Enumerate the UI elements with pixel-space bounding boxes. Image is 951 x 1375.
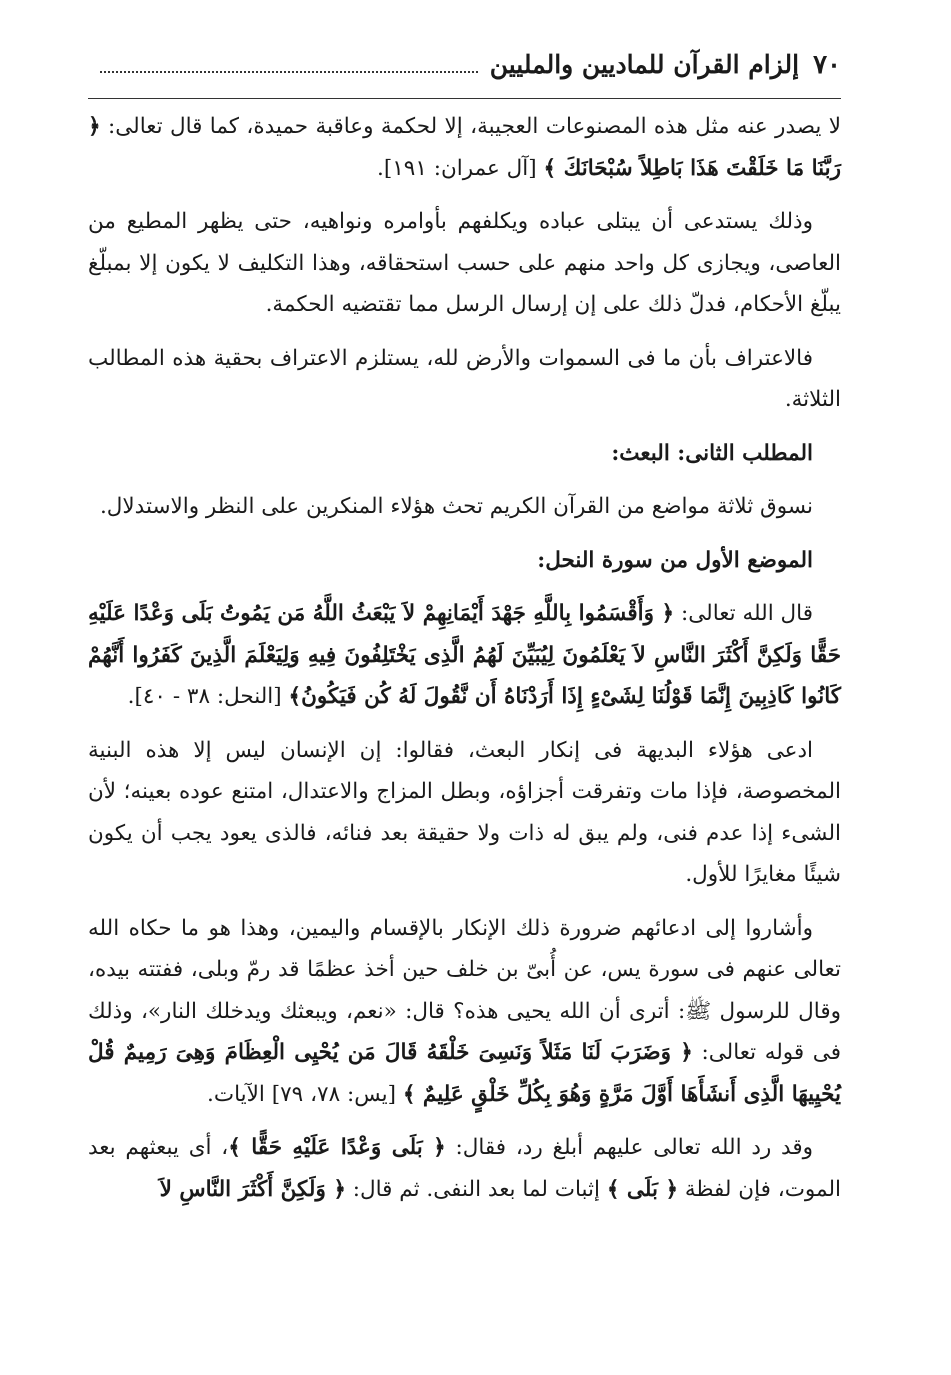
paragraph-4: نسوق ثلاثة مواضع من القرآن الكريم تحث هؤلاء المنكرين على النظر والاستدلال. [99,494,813,519]
paragraph-1: لا يصدر عنه مثل هذه المصنوعات العجيبة، إلا لحكمة وعاقبة حميدة، كما قال تعالى: ﴿ رَبَّنَا مَا خَلَقْتَ هَذَا بَاطِلاً سُبْحَانَكَ ﴾ [آل عمران: ١٩١]. [88,114,841,181]
verse-reference: [النحل: ٣٨ - ٤٠]. [127,684,289,709]
quran-open-bracket: ﴿ [661,601,675,626]
header-rule [88,98,841,99]
page-header [88,50,841,80]
verse-reference: [يس: ٧٨، ٧٩] الآيات. [207,1081,403,1107]
verse-reference: [آل عمران: ١٩١]. [376,155,544,181]
quran-word: بَلَى [619,1176,666,1202]
quran-close-bracket: ﴾ [228,1135,241,1160]
running-title: إلزام القرآن للماديين والمليين [489,50,800,79]
paragraph-7: وأشاروا إلى ادعائهم ضرورة ذلك الإنكار بالإقسام واليمين، وهذا هو ما حكاه الله تعالى عنهم فى سورة يس، عن أُبىّ بن خلف حين أخذ عظمًا قد رمّ وبلى، ففتته بيده، وقال للرسول ﷺ: أترى أن الله يحيى هذه؟ قال: «نعم، ويبعثك ويدخلك النار»، وذلك فى قوله تعالى: ﴿ وَضَرَبَ لَنَا مَثَلاً وَنَسِىَ خَلْقَهُ قَالَ مَن يُحْيِى الْعِظَامَ وَهِىَ رَمِيمٌ قُلْ يُحْيِيهَا الَّذِى أَنشَأَهَا أَوَّلَ مَرَّةٍ وَهُوَ بِكُلِّ خَلْقٍ عَلِيمٌ ﴾ [يس: ٧٨، ٧٩] الآيات. [88,915,841,1107]
leader-dots [100,57,478,73]
quran-close-bracket: ﴾ [543,155,557,181]
quran-verse: بَلَى وَعْدًا عَلَيْهِ حَقًّا [240,1135,434,1160]
quran-verse: رَبَّنَا مَا خَلَقْتَ هَذَا بَاطِلاً سُبْحَانَكَ [556,155,841,181]
quran-verse: وَأَقْسَمُوا بِاللَّهِ جَهْدَ أَيْمَانِهِمْ لاَ يَبْعَثُ اللَّهُ مَن يَمُوتُ بَلَى وَعْدًا عَلَيْهِ حَقًّا وَلَكِنَّ أَكْثَرَ النَّاسِ لاَ يَعْلَمُونَ لِيُبَيِّنَ لَهُمُ الَّذِى يَخْتَلِفُونَ فِيهِ وَلِيَعْلَمَ الَّذِينَ كَفَرُوا أَنَّهُمْ كَانُوا كَاذِبِينَ إِنَّمَا قَوْلُنَا لِشَىْءٍ إِذَا أَرَدْنَاهُ أَن نَّقُولَ لَهُ كُن فَيَكُونُ [88,601,841,709]
subheading-surat-al-nahl: الموضع الأول من سورة النحل: [537,547,813,573]
section-heading-resurrection: المطلب الثانى: البعث: [611,440,813,466]
quran-close-bracket: ﴾ [606,1176,620,1202]
quran-open-bracket: ﴿ [665,1176,679,1202]
quran-open-bracket: ﴿ [433,1135,446,1160]
quran-open-bracket: ﴿ [88,114,101,139]
paragraph-3: فالاعتراف بأن ما فى السموات والأرض لله، يستلزم الاعتراف بحقية هذه المطالب الثلاثة. [88,345,841,412]
quran-close-bracket: ﴾ [402,1081,416,1107]
paragraph-2: وذلك يستدعى أن يبتلى عباده ويكلفهم بأوامره ونواهيه، حتى يظهر المطيع من العاصى، ويجازى كل واحد منهم على حسب استحقاقه، وهذا التكليف لا يكون إلا بمبلّغ يبلّغ الأحكام، فدلّ ذلك على إن إرسال الرسل مما تقتضيه الحكمة. [88,209,841,317]
paragraph-8: وقد رد الله تعالى عليهم أبلغ رد، فقال: ﴿ بَلَى وَعْدًا عَلَيْهِ حَقًّا ﴾، أى يبعثهم بعد الموت، فإن لفظة ﴿ بَلَى ﴾ إثبات لما بعد النفى. ثم قال: ﴿ وَلَكِنَّ أَكْثَرَ النَّاسِ لاَ [88,1135,841,1202]
quran-open-bracket: ﴿ [333,1176,346,1202]
paragraph-5: قال الله تعالى: ﴿ وَأَقْسَمُوا بِاللَّهِ جَهْدَ أَيْمَانِهِمْ لاَ يَبْعَثُ اللَّهُ مَن يَمُوتُ بَلَى وَعْدًا عَلَيْهِ حَقًّا وَلَكِنَّ أَكْثَرَ النَّاسِ لاَ يَعْلَمُونَ لِيُبَيِّنَ لَهُمُ الَّذِى يَخْتَلِفُونَ فِيهِ وَلِيَعْلَمَ الَّذِينَ كَفَرُوا أَنَّهُمْ كَانُوا كَاذِبِينَ إِنَّمَا قَوْلُنَا لِشَىْءٍ إِذَا أَرَدْنَاهُ أَن نَّقُولَ لَهُ كُن فَيَكُونُ﴾ [النحل: ٣٨ - ٤٠]. [88,601,841,709]
page-number: ٧٠ [813,50,841,80]
page-body [88,106,841,1210]
quran-close-bracket: ﴾ [288,684,302,709]
quran-verse: وَضَرَبَ لَنَا مَثَلاً وَنَسِىَ خَلْقَهُ قَالَ مَن يُحْيِى الْعِظَامَ وَهِىَ رَمِيمٌ قُلْ يُحْيِيهَا الَّذِى أَنشَأَهَا أَوَّلَ مَرَّةٍ وَهُوَ بِكُلِّ خَلْقٍ عَلِيمٌ [88,1040,841,1107]
paragraph-6: ادعى هؤلاء البديهة فى إنكار البعث، فقالوا: إن الإنسان ليس إلا هذه البنية المخصوصة، فإذا مات وتفرقت أجزاؤه، وبطل المزاج والاعتدال، امتنع عوده بعينه؛ لأن الشىء إذا عدم فنى، ولم يبق له ذات ولا حقيقة بعد فنائه، فالذى يعود يجب أن يكون شيئًا مغايرًا للأول. [88,737,841,887]
quran-verse: وَلَكِنَّ أَكْثَرَ النَّاسِ لاَ [159,1176,334,1202]
quran-open-bracket: ﴿ [680,1040,693,1065]
